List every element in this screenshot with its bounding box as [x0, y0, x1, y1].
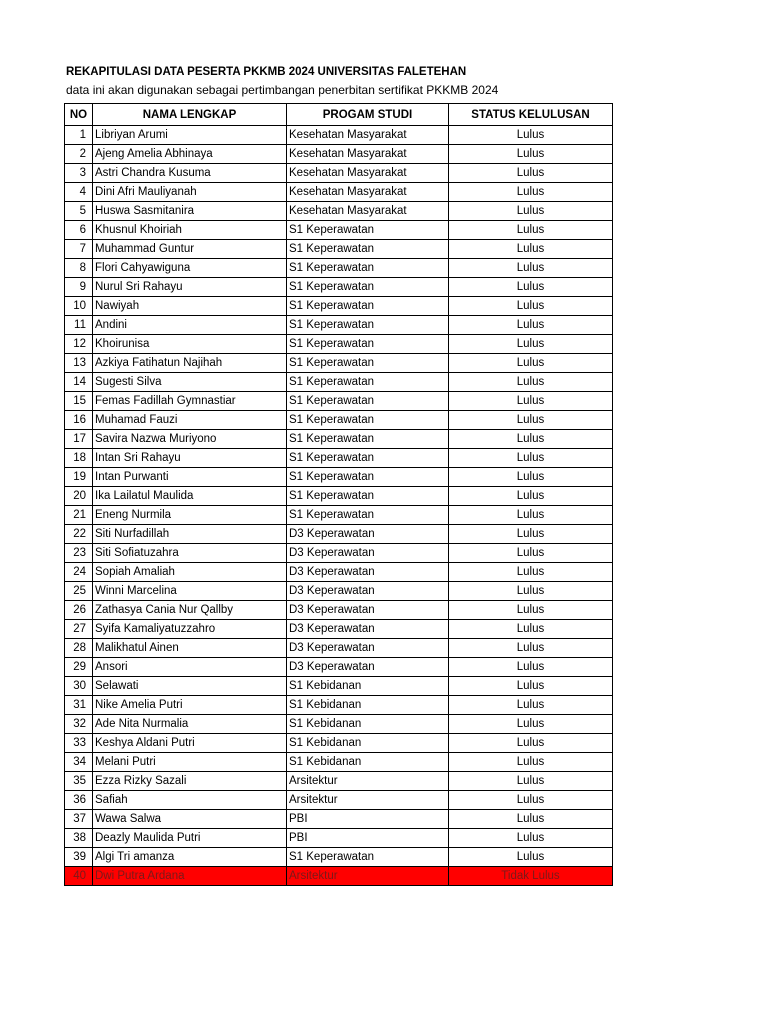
cell-status: Lulus [449, 392, 613, 411]
cell-program: Kesehatan Masyarakat [287, 164, 449, 183]
header-name: NAMA LENGKAP [93, 104, 287, 126]
cell-program: Arsitektur [287, 772, 449, 791]
table-row [65, 696, 613, 715]
cell-status: Lulus [449, 145, 613, 164]
cell-name: Khoirunisa [93, 335, 287, 354]
cell-name: Eneng Nurmila [93, 506, 287, 525]
cell-program: S1 Keperawatan [287, 354, 449, 373]
cell-no: 13 [65, 354, 93, 373]
table-row [65, 221, 613, 240]
table-row [65, 810, 613, 829]
cell-status: Lulus [449, 316, 613, 335]
cell-status: Lulus [449, 487, 613, 506]
cell-name: Savira Nazwa Muriyono [93, 430, 287, 449]
cell-status: Lulus [449, 449, 613, 468]
cell-no: 5 [65, 202, 93, 221]
cell-program: S1 Keperawatan [287, 506, 449, 525]
cell-program: S1 Kebidanan [287, 734, 449, 753]
cell-name: Ajeng Amelia Abhinaya [93, 145, 287, 164]
table-row [65, 487, 613, 506]
table-row [65, 734, 613, 753]
table-row [65, 525, 613, 544]
cell-status: Lulus [449, 335, 613, 354]
cell-status: Lulus [449, 563, 613, 582]
cell-status: Lulus [449, 297, 613, 316]
cell-program: Kesehatan Masyarakat [287, 183, 449, 202]
cell-program: S1 Keperawatan [287, 259, 449, 278]
cell-program: S1 Keperawatan [287, 449, 449, 468]
cell-no: 19 [65, 468, 93, 487]
cell-name: Keshya Aldani Putri [93, 734, 287, 753]
table-row [65, 715, 613, 734]
cell-status: Lulus [449, 696, 613, 715]
cell-no: 20 [65, 487, 93, 506]
table-row [65, 468, 613, 487]
cell-no: 1 [65, 126, 93, 145]
cell-no: 33 [65, 734, 93, 753]
cell-program: S1 Kebidanan [287, 753, 449, 772]
cell-no: 17 [65, 430, 93, 449]
cell-no: 18 [65, 449, 93, 468]
cell-no: 16 [65, 411, 93, 430]
table-row [65, 430, 613, 449]
cell-status: Lulus [449, 753, 613, 772]
cell-no: 36 [65, 791, 93, 810]
cell-name: Melani Putri [93, 753, 287, 772]
cell-status: Lulus [449, 791, 613, 810]
cell-program: S1 Keperawatan [287, 430, 449, 449]
cell-program: S1 Keperawatan [287, 848, 449, 867]
cell-name: Andini [93, 316, 287, 335]
table-row [65, 848, 613, 867]
cell-status: Lulus [449, 525, 613, 544]
cell-name: Libriyan Arumi [93, 126, 287, 145]
cell-name: Astri Chandra Kusuma [93, 164, 287, 183]
cell-program: S1 Keperawatan [287, 240, 449, 259]
cell-program: S1 Kebidanan [287, 696, 449, 715]
cell-name: Siti Nurfadillah [93, 525, 287, 544]
table-row [65, 126, 613, 145]
cell-name: Khusnul Khoiriah [93, 221, 287, 240]
table-row [65, 791, 613, 810]
cell-no: 11 [65, 316, 93, 335]
table-row [65, 867, 613, 886]
cell-program: S1 Kebidanan [287, 677, 449, 696]
cell-name: Syifa Kamaliyatuzzahro [93, 620, 287, 639]
table-row [65, 278, 613, 297]
cell-program: PBI [287, 829, 449, 848]
table-row [65, 582, 613, 601]
cell-name: Sopiah Amaliah [93, 563, 287, 582]
table-row [65, 373, 613, 392]
cell-no: 12 [65, 335, 93, 354]
cell-no: 22 [65, 525, 93, 544]
table-row [65, 601, 613, 620]
cell-name: Safiah [93, 791, 287, 810]
cell-program: S1 Keperawatan [287, 392, 449, 411]
cell-name: Intan Purwanti [93, 468, 287, 487]
table-header-row [65, 104, 613, 126]
table-row [65, 563, 613, 582]
cell-status: Lulus [449, 183, 613, 202]
cell-program: S1 Keperawatan [287, 316, 449, 335]
table-row [65, 354, 613, 373]
table-row [65, 297, 613, 316]
cell-program: Kesehatan Masyarakat [287, 126, 449, 145]
table-row [65, 335, 613, 354]
cell-status: Lulus [449, 544, 613, 563]
cell-status: Lulus [449, 468, 613, 487]
cell-name: Winni Marcelina [93, 582, 287, 601]
cell-name: Sugesti Silva [93, 373, 287, 392]
cell-no: 32 [65, 715, 93, 734]
cell-status: Lulus [449, 430, 613, 449]
cell-program: D3 Keperawatan [287, 582, 449, 601]
cell-no: 9 [65, 278, 93, 297]
cell-name: Huswa Sasmitanira [93, 202, 287, 221]
cell-no: 21 [65, 506, 93, 525]
cell-status: Lulus [449, 582, 613, 601]
cell-name: Dwi Putra Ardana [93, 867, 287, 886]
cell-name: Dini Afri Mauliyanah [93, 183, 287, 202]
cell-no: 8 [65, 259, 93, 278]
cell-no: 23 [65, 544, 93, 563]
cell-status: Lulus [449, 848, 613, 867]
cell-program: Kesehatan Masyarakat [287, 145, 449, 164]
table-row [65, 544, 613, 563]
cell-name: Wawa Salwa [93, 810, 287, 829]
table-row [65, 202, 613, 221]
cell-program: D3 Keperawatan [287, 658, 449, 677]
cell-status: Lulus [449, 164, 613, 183]
cell-program: PBI [287, 810, 449, 829]
cell-program: D3 Keperawatan [287, 620, 449, 639]
cell-name: Deazly Maulida Putri [93, 829, 287, 848]
cell-status: Lulus [449, 221, 613, 240]
cell-status: Lulus [449, 411, 613, 430]
table-row [65, 658, 613, 677]
cell-name: Nurul Sri Rahayu [93, 278, 287, 297]
cell-status: Lulus [449, 829, 613, 848]
cell-program: S1 Keperawatan [287, 221, 449, 240]
cell-status: Lulus [449, 601, 613, 620]
cell-program: S1 Keperawatan [287, 297, 449, 316]
table-row [65, 183, 613, 202]
cell-name: Zathasya Cania Nur Qallby [93, 601, 287, 620]
cell-status: Lulus [449, 658, 613, 677]
cell-program: D3 Keperawatan [287, 544, 449, 563]
cell-status: Lulus [449, 734, 613, 753]
cell-program: S1 Keperawatan [287, 335, 449, 354]
header-program: PROGAM STUDI [287, 104, 449, 126]
cell-name: Muhammad Guntur [93, 240, 287, 259]
cell-name: Malikhatul Ainen [93, 639, 287, 658]
cell-name: Femas Fadillah Gymnastiar [93, 392, 287, 411]
document-title: REKAPITULASI DATA PESERTA PKKMB 2024 UNIVERSITAS FALETEHAN [66, 66, 467, 78]
cell-name: Siti Sofiatuzahra [93, 544, 287, 563]
cell-name: Ade Nita Nurmalia [93, 715, 287, 734]
cell-program: S1 Keperawatan [287, 468, 449, 487]
table-row [65, 829, 613, 848]
cell-no: 24 [65, 563, 93, 582]
cell-status: Lulus [449, 772, 613, 791]
cell-name: Nike Amelia Putri [93, 696, 287, 715]
table-row [65, 392, 613, 411]
cell-status: Tidak Lulus [449, 867, 613, 886]
cell-no: 31 [65, 696, 93, 715]
cell-status: Lulus [449, 506, 613, 525]
cell-name: Flori Cahyawiguna [93, 259, 287, 278]
cell-no: 15 [65, 392, 93, 411]
cell-no: 25 [65, 582, 93, 601]
cell-program: D3 Keperawatan [287, 601, 449, 620]
cell-no: 4 [65, 183, 93, 202]
table-row [65, 677, 613, 696]
table-row [65, 506, 613, 525]
cell-name: Intan Sri Rahayu [93, 449, 287, 468]
cell-program: S1 Keperawatan [287, 373, 449, 392]
cell-no: 10 [65, 297, 93, 316]
cell-no: 2 [65, 145, 93, 164]
table-row [65, 411, 613, 430]
cell-no: 7 [65, 240, 93, 259]
cell-program: S1 Keperawatan [287, 411, 449, 430]
table-row [65, 620, 613, 639]
cell-no: 38 [65, 829, 93, 848]
cell-status: Lulus [449, 354, 613, 373]
cell-no: 39 [65, 848, 93, 867]
cell-status: Lulus [449, 126, 613, 145]
cell-program: D3 Keperawatan [287, 639, 449, 658]
cell-name: Selawati [93, 677, 287, 696]
table-row [65, 145, 613, 164]
header-status: STATUS KELULUSAN [449, 104, 613, 126]
cell-no: 37 [65, 810, 93, 829]
cell-status: Lulus [449, 677, 613, 696]
header-no: NO [65, 104, 93, 126]
table-row [65, 753, 613, 772]
cell-program: S1 Keperawatan [287, 487, 449, 506]
table-row [65, 259, 613, 278]
cell-no: 29 [65, 658, 93, 677]
cell-status: Lulus [449, 715, 613, 734]
cell-status: Lulus [449, 810, 613, 829]
cell-no: 6 [65, 221, 93, 240]
cell-program: Kesehatan Masyarakat [287, 202, 449, 221]
table-row [65, 639, 613, 658]
cell-status: Lulus [449, 240, 613, 259]
cell-no: 35 [65, 772, 93, 791]
cell-status: Lulus [449, 639, 613, 658]
participants-table [64, 103, 613, 886]
cell-program: D3 Keperawatan [287, 563, 449, 582]
cell-name: Muhamad Fauzi [93, 411, 287, 430]
cell-no: 14 [65, 373, 93, 392]
cell-program: S1 Keperawatan [287, 278, 449, 297]
table-row [65, 449, 613, 468]
cell-name: Ezza Rizky Sazali [93, 772, 287, 791]
cell-program: Arsitektur [287, 791, 449, 810]
cell-no: 26 [65, 601, 93, 620]
table-body [65, 126, 613, 886]
cell-status: Lulus [449, 278, 613, 297]
cell-no: 3 [65, 164, 93, 183]
cell-program: Arsitektur [287, 867, 449, 886]
table-row [65, 772, 613, 791]
cell-no: 34 [65, 753, 93, 772]
cell-name: Nawiyah [93, 297, 287, 316]
cell-name: Ansori [93, 658, 287, 677]
cell-name: Ika Lailatul Maulida [93, 487, 287, 506]
cell-status: Lulus [449, 373, 613, 392]
cell-no: 28 [65, 639, 93, 658]
table-row [65, 164, 613, 183]
document-subtitle: data ini akan digunakan sebagai pertimbangan penerbitan sertifikat PKKMB 2024 [66, 83, 499, 97]
cell-status: Lulus [449, 259, 613, 278]
cell-program: S1 Kebidanan [287, 715, 449, 734]
cell-status: Lulus [449, 620, 613, 639]
cell-no: 40 [65, 867, 93, 886]
cell-status: Lulus [449, 202, 613, 221]
cell-no: 30 [65, 677, 93, 696]
table-row [65, 316, 613, 335]
cell-program: D3 Keperawatan [287, 525, 449, 544]
cell-no: 27 [65, 620, 93, 639]
cell-name: Azkiya Fatihatun Najihah [93, 354, 287, 373]
table-row [65, 240, 613, 259]
cell-name: Algi Tri amanza [93, 848, 287, 867]
